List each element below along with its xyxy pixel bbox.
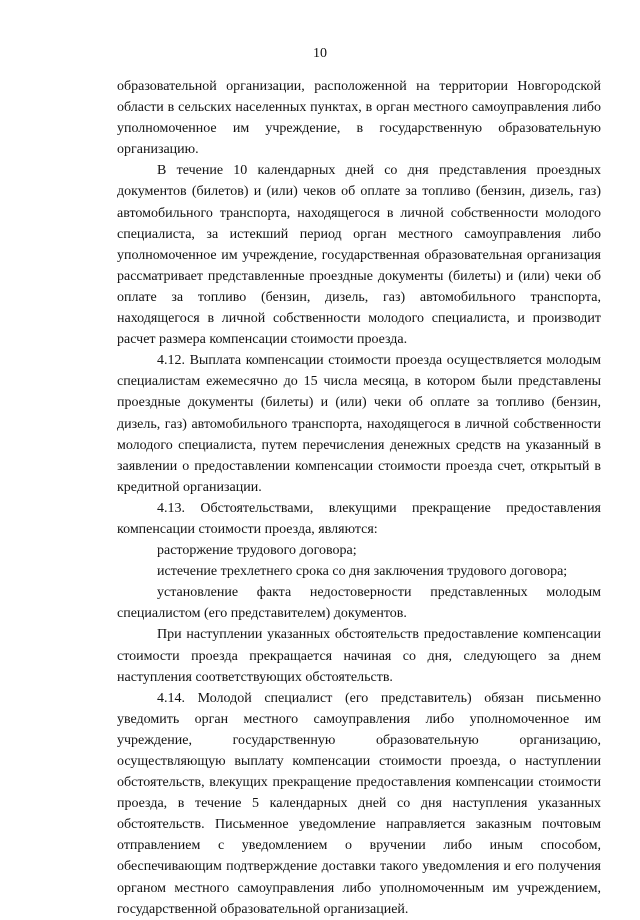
document-body [117, 76, 601, 920]
page-number: 10 [313, 46, 327, 61]
paragraph-4-14: 4.14. Молодой специалист (его представитель) обязан письменно уведомить орган местного самоуправления либо уполномоченное им учреждение, государственную образовательную организацию, осуществляющую выплату компенсации стоимости проезда, о наступлении обстоятельств, влекущих прекращение предоставления компенсации стоимости проезда, в течение 5 календарных дней со дня наступления указанных обстоятельств. Письменное уведомление направляется заказным почтовым отправлением с уведомлением о вручении либо иным способом, обеспечивающим подтверждение доставки такого уведомления и его получения органом местного самоуправления либо уполномоченным им учреждением, государственной образовательной организацией. [117, 690, 601, 917]
paragraph-intro-continuation: образовательной организации, расположенной на территории Новгородской области в сельских населенных пунктах, в орган местного самоуправления либо уполномоченное им учреждение, в государственную образовательную организацию. [117, 79, 601, 158]
paragraph-4-12: 4.12. Выплата компенсации стоимости проезда осуществляется молодым специалистам ежемесячно до 15 числа месяца, в котором были представлены проездные документы (билеты) и (или) чеки об оплате за топливо (бензин, дизель, газ) автомобильного транспорта, находящегося в личной собственности молодого специалиста, путем перечисления денежных средств на указанный в заявлении о предоставлении компенсации стоимости проезда счет, открытый в кредитной организации. [117, 353, 601, 495]
list-item-contract-termination: расторжение трудового договора; [157, 543, 357, 559]
paragraph-termination-effect: При наступлении указанных обстоятельств предоставление компенсации стоимости проезда прекращается начиная со дня, следующего за днем наступления соответствующих обстоятельств. [117, 627, 601, 685]
paragraph-4-13: 4.13. Обстоятельствами, влекущими прекращение предоставления компенсации стоимости проезда, являются: [117, 500, 601, 537]
list-item-term-expiry: истечение трехлетнего срока со дня заключения трудового договора; [157, 564, 568, 580]
paragraph-review-period: В течение 10 календарных дней со дня представления проездных документов (билетов) и (или) чеков об оплате за топливо (бензин, дизель, газ) автомобильного транспорта, находящегося в личной собственности молодого специалиста, за истекший период орган местного самоуправления либо уполномоченное им учреждение, государственная образовательная организация рассматривает представленные проездные документы (билеты) и (или) чеки об оплате за топливо (бензин, дизель, газ) автомобильного транспорта, находящегося в личной собственности молодого специалиста, и производит расчет размера компенсации стоимости проезда. [117, 163, 601, 348]
list-item-unreliable-documents: установление факта недостоверности представленных молодым специалистом (его представителем) документов. [117, 585, 601, 622]
